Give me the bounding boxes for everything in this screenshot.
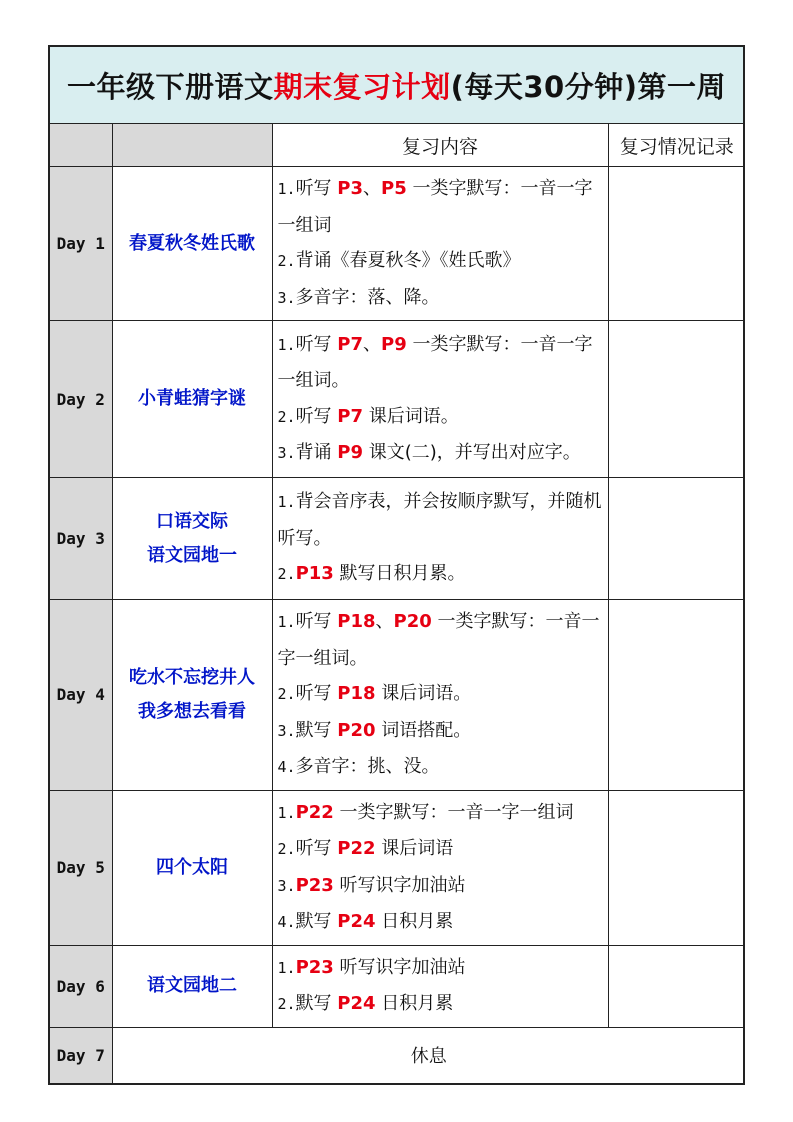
page-ref: P20 (337, 719, 376, 741)
item-text: 、 (363, 333, 382, 355)
item-text: 一类字默写：一音一字一组词 (277, 178, 593, 236)
table-row (50, 1027, 745, 1083)
item-text: 、 (363, 178, 382, 199)
page-ref: P3 (337, 178, 364, 199)
item-text: 一类字默写：一音一字一组词 (333, 801, 574, 823)
review-item (278, 399, 604, 436)
review-item (278, 904, 604, 941)
lesson-topic-line: 吃水不忘挖井人 (129, 666, 255, 688)
item-number: 4. (277, 913, 296, 931)
item-text: 多音字：挑、没。 (295, 756, 440, 777)
item-number: 1. (277, 613, 296, 631)
item-text: 课后词语 (375, 838, 454, 859)
item-text: 听写识字加油站 (333, 956, 466, 978)
review-item (278, 831, 604, 868)
page-ref: P13 (295, 563, 334, 585)
item-number: 3. (277, 876, 296, 895)
item-text: 背诵《春夏秋冬》《姓氏歌》 (295, 250, 521, 271)
review-content (272, 945, 608, 1027)
item-text: 默写日积月累。 (333, 563, 466, 585)
record-cell[interactable] (608, 167, 745, 321)
item-text: 背诵 (295, 442, 338, 463)
item-text: 课后词语。 (363, 405, 459, 427)
item-number: 3. (277, 444, 296, 462)
review-content (272, 790, 608, 945)
record-cell[interactable] (608, 600, 745, 791)
item-text: 日积月累 (375, 993, 454, 1014)
item-text: 课文(二)，并写出对应字。 (363, 442, 581, 463)
item-number: 1. (277, 958, 296, 977)
item-number: 1. (277, 180, 296, 198)
item-text: 一类字默写：一音一字一组词。 (277, 333, 593, 391)
day-label: Day 2 (50, 321, 112, 478)
review-item (278, 713, 604, 750)
lesson-topic (112, 478, 272, 600)
item-text: 词语搭配。 (375, 719, 472, 741)
page-ref: P23 (295, 956, 334, 978)
review-item (278, 676, 604, 713)
review-item (278, 604, 604, 676)
item-number: 4. (277, 758, 296, 776)
record-cell[interactable] (608, 478, 745, 600)
item-text: 默写 (295, 993, 338, 1014)
item-number: 1. (277, 803, 296, 822)
day-label: Day 7 (50, 1027, 112, 1083)
lesson-topic-line: 语文园地二 (147, 975, 237, 996)
plan-grid (50, 124, 745, 1083)
review-item (278, 556, 604, 593)
page-ref: P24 (337, 993, 376, 1014)
item-number: 3. (277, 721, 296, 740)
item-number: 2. (277, 685, 296, 703)
item-text: 课后词语。 (375, 683, 472, 704)
review-item (278, 327, 604, 399)
item-text: 默写 (295, 911, 338, 932)
record-cell[interactable] (608, 945, 745, 1027)
item-number: 3. (277, 288, 296, 307)
page-ref: P7 (337, 333, 364, 355)
table-row (50, 790, 745, 945)
page-ref: P22 (295, 801, 334, 823)
review-item (278, 749, 604, 786)
item-number: 1. (277, 335, 296, 354)
page-ref: P18 (337, 683, 376, 704)
table-row (50, 478, 745, 600)
review-item (278, 868, 604, 905)
header-row (50, 124, 745, 167)
item-text: 、 (375, 611, 394, 632)
item-number: 2. (277, 407, 296, 426)
review-item (278, 986, 604, 1023)
lesson-topic (112, 167, 272, 321)
lesson-topic (112, 321, 272, 478)
item-text: 听写 (295, 611, 338, 632)
page-ref: P22 (337, 838, 376, 859)
item-text: 听写 (295, 178, 338, 199)
lesson-topic-line: 春夏秋冬姓氏歌 (129, 232, 255, 254)
item-text: 日积月累 (375, 911, 454, 932)
day-label: Day 5 (50, 790, 112, 945)
review-item (278, 795, 604, 832)
item-number: 2. (277, 565, 296, 584)
lesson-topic-line: 口语交际 (156, 510, 228, 532)
review-content (272, 321, 608, 478)
review-item (278, 243, 604, 280)
page-title (50, 47, 743, 124)
item-text: 听写 (295, 333, 338, 355)
review-content (272, 167, 608, 321)
page-ref: P7 (337, 405, 364, 427)
review-content (272, 600, 608, 791)
page-ref: P20 (393, 611, 432, 632)
review-item (278, 171, 604, 243)
review-item (278, 435, 604, 472)
item-text: 默写 (295, 719, 338, 741)
review-content (272, 478, 608, 600)
item-number: 2. (277, 840, 296, 858)
page-ref: P9 (337, 442, 364, 463)
item-text: 一类字默写：一音一字一组词。 (277, 611, 600, 669)
lesson-topic-line: 四个太阳 (156, 856, 228, 878)
title-part3: (每天30分钟)第一周 (450, 69, 726, 104)
item-text: 听写识字加油站 (333, 874, 466, 896)
item-text: 背会音序表，并会按顺序默写，并随机听写。 (277, 491, 602, 549)
page-ref: P23 (295, 874, 334, 896)
header-topic-cell (112, 124, 272, 167)
header-record: 复习情况记录 (608, 124, 745, 167)
page-ref: P18 (337, 611, 376, 632)
item-text: 听写 (295, 683, 338, 704)
day-label: Day 4 (50, 600, 112, 791)
table-row (50, 945, 745, 1027)
day-label: Day 3 (50, 478, 112, 600)
lesson-topic (112, 600, 272, 791)
page-ref: P24 (337, 911, 376, 932)
item-number: 2. (277, 252, 296, 270)
page-ref: P5 (381, 178, 407, 199)
title-part1: 一年级下册语文 (67, 69, 274, 104)
review-item (278, 280, 604, 317)
table-row (50, 167, 745, 321)
item-text: 听写 (295, 405, 338, 427)
rest-label: 休息 (112, 1027, 745, 1083)
lesson-topic-line: 语文园地一 (147, 544, 237, 566)
page-ref: P9 (381, 333, 407, 355)
review-plan-table (48, 45, 745, 1085)
record-cell[interactable] (608, 790, 745, 945)
lesson-topic-line: 小青蛙猜字谜 (138, 388, 246, 409)
lesson-topic-line: 我多想去看看 (138, 700, 246, 722)
record-cell[interactable] (608, 321, 745, 478)
table-row (50, 600, 745, 791)
item-number: 2. (277, 995, 296, 1013)
header-content: 复习内容 (272, 124, 608, 167)
title-part2: 期末复习计划 (273, 69, 451, 104)
item-text: 听写 (295, 838, 338, 859)
review-item (278, 484, 604, 556)
lesson-topic (112, 790, 272, 945)
lesson-topic (112, 945, 272, 1027)
table-row (50, 321, 745, 478)
review-item (278, 950, 604, 987)
day-label: Day 1 (50, 167, 112, 321)
header-day-cell (50, 124, 112, 167)
day-label: Day 6 (50, 945, 112, 1027)
item-text: 多音字：落、降。 (295, 286, 440, 308)
item-number: 1. (277, 493, 296, 512)
